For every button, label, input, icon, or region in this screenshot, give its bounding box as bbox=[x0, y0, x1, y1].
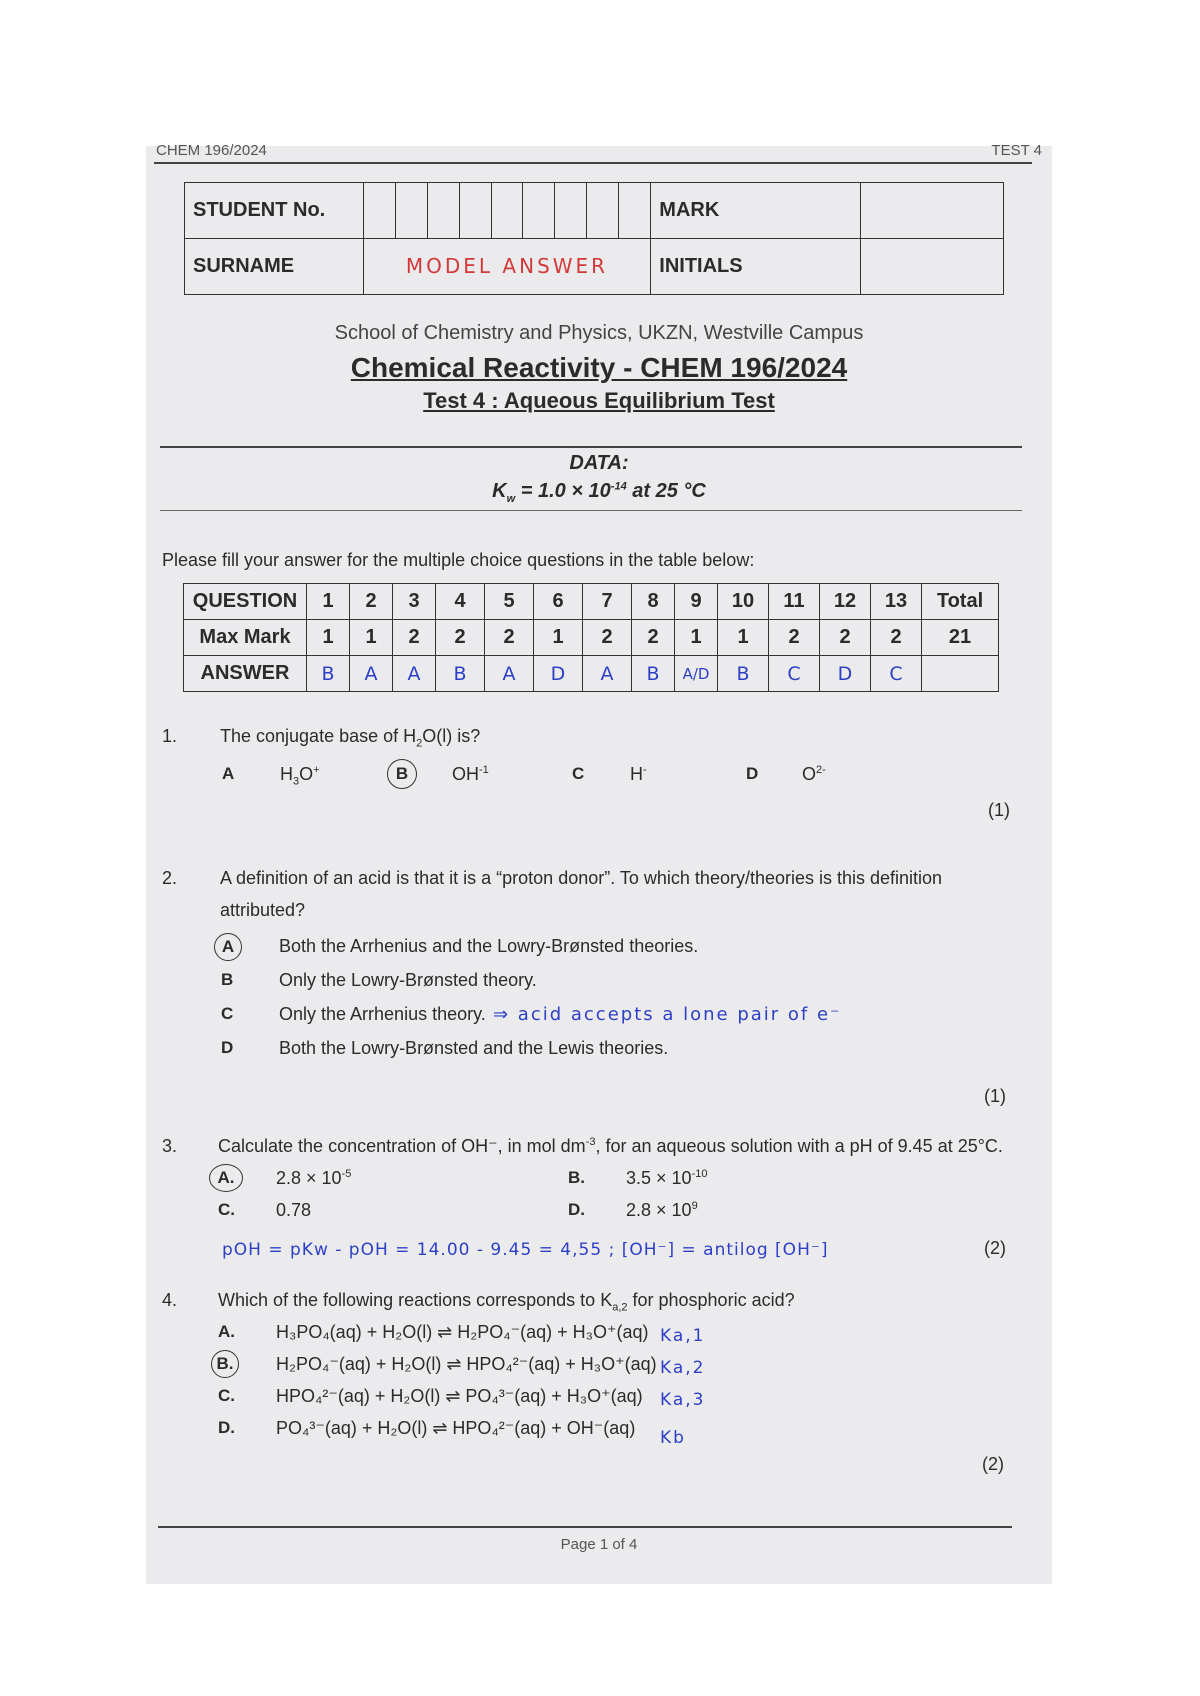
answer-table bbox=[183, 583, 999, 692]
exam-page bbox=[146, 142, 1052, 1584]
q4-option-a-text: H₃PO₄(aq) + H₂O(l) ⇌ H₂PO₄⁻(aq) + H₃O⁺(aq) bbox=[276, 1322, 649, 1342]
surname-value: MODEL ANSWER bbox=[405, 254, 609, 278]
q1-option-d-text: $O^{2-}$ bbox=[802, 764, 826, 784]
max-mark: 1 bbox=[534, 620, 583, 656]
answer-cell[interactable]: B bbox=[436, 656, 485, 692]
q4-option-b-note: Ka,2 bbox=[660, 1358, 706, 1378]
q1-option-d-letter[interactable]: D bbox=[746, 764, 759, 783]
header-test-label: TEST 4 bbox=[991, 142, 1042, 159]
answer-cell[interactable]: A bbox=[583, 656, 632, 692]
max-mark: 1 bbox=[350, 620, 393, 656]
answer-cell[interactable]: A bbox=[350, 656, 393, 692]
student-no-digit[interactable] bbox=[363, 183, 395, 239]
q1-mark: (1) bbox=[988, 800, 1010, 820]
maxmark-header: Max Mark bbox=[184, 620, 307, 656]
q3-number: 3. bbox=[162, 1136, 178, 1156]
mark-label: MARK bbox=[651, 183, 860, 239]
course-title: Chemical Reactivity - CHEM 196/2024 bbox=[350, 352, 848, 383]
mark-field[interactable] bbox=[860, 183, 1003, 239]
header-course-code: CHEM 196/2024 bbox=[156, 142, 267, 159]
answer-cell[interactable]: A/D bbox=[675, 656, 718, 692]
q3-option-d-text: $2.8 \times 10^9$ bbox=[626, 1200, 698, 1220]
q1-option-a-text: $H_3O^+$ bbox=[280, 764, 320, 788]
q3-option-a-letter[interactable]: A. bbox=[209, 1164, 243, 1192]
max-mark: 1 bbox=[307, 620, 350, 656]
q1-option-b-letter[interactable]: B bbox=[387, 759, 417, 789]
q4-option-c-text: HPO₄²⁻(aq) + H₂O(l) ⇌ PO₄³⁻(aq) + H₃O⁺(aq) bbox=[276, 1386, 643, 1406]
answer-cell[interactable]: B bbox=[632, 656, 675, 692]
max-mark: 1 bbox=[675, 620, 718, 656]
max-mark: 2 bbox=[583, 620, 632, 656]
max-mark: 2 bbox=[632, 620, 675, 656]
question-number: 5 bbox=[485, 584, 534, 620]
q1-option-c-text: H- bbox=[630, 764, 647, 784]
question-number: 13 bbox=[871, 584, 922, 620]
question-number: 10 bbox=[718, 584, 769, 620]
student-no-digit[interactable] bbox=[523, 183, 555, 239]
maxmark-row bbox=[184, 620, 999, 656]
student-no-digit[interactable] bbox=[619, 183, 651, 239]
answer-cell[interactable]: A bbox=[393, 656, 436, 692]
question-number: 9 bbox=[675, 584, 718, 620]
q2-option-d-letter[interactable]: D bbox=[221, 1038, 234, 1057]
max-mark: 2 bbox=[393, 620, 436, 656]
page-number: Page 1 of 4 bbox=[560, 1536, 638, 1553]
surname-label: SURNAME bbox=[185, 239, 364, 295]
q1-option-a-letter[interactable]: A bbox=[222, 764, 235, 783]
answer-header: ANSWER bbox=[184, 656, 307, 692]
question-number: 1 bbox=[307, 584, 350, 620]
student-no-digit[interactable] bbox=[395, 183, 427, 239]
question-number: 4 bbox=[436, 584, 485, 620]
q2-option-a-letter[interactable]: A bbox=[214, 933, 242, 961]
data-bottom-rule bbox=[160, 510, 1022, 511]
q3-option-b-letter[interactable]: B. bbox=[568, 1168, 585, 1187]
q3-option-a-text: $2.8 \times 10^{-5}$ bbox=[276, 1168, 352, 1188]
q4-option-b-text: H₂PO₄⁻(aq) + H₂O(l) ⇌ HPO₄²⁻(aq) + H₃O⁺(aq) bbox=[276, 1354, 657, 1374]
student-no-digit[interactable] bbox=[459, 183, 491, 239]
q3-option-d-letter[interactable]: D. bbox=[568, 1200, 585, 1219]
max-mark: 2 bbox=[769, 620, 820, 656]
total-header: Total bbox=[922, 584, 999, 620]
q2-text-line1: A definition of an acid is that it is a “proton donor”. To which theory/theories is this definition bbox=[220, 868, 943, 888]
q2-option-b-letter[interactable]: B bbox=[221, 970, 234, 989]
q3-mark: (2) bbox=[984, 1238, 1006, 1258]
q2-option-c-text: Only the Arrhenius theory. bbox=[279, 1004, 486, 1024]
initials-field[interactable] bbox=[860, 239, 1003, 295]
q2-option-a-text: Both the Arrhenius and the Lowry-Brønsted theories. bbox=[279, 936, 699, 956]
question-header: QUESTION bbox=[184, 584, 307, 620]
question-number: 12 bbox=[820, 584, 871, 620]
max-mark: 2 bbox=[485, 620, 534, 656]
student-no-digit[interactable] bbox=[427, 183, 459, 239]
total-max-mark: 21 bbox=[922, 620, 999, 656]
max-mark: 2 bbox=[820, 620, 871, 656]
question-number: 6 bbox=[534, 584, 583, 620]
answer-cell[interactable]: C bbox=[769, 656, 820, 692]
q3-option-c-letter[interactable]: C. bbox=[218, 1200, 235, 1219]
student-no-digit[interactable] bbox=[555, 183, 587, 239]
header-divider bbox=[154, 162, 1032, 164]
data-label: DATA: bbox=[569, 452, 629, 474]
test-title: Test 4 : Aqueous Equilibrium Test bbox=[423, 388, 775, 413]
answer-cell[interactable]: B bbox=[718, 656, 769, 692]
q3-option-b-text: $3.5 \times 10^{-10}$ bbox=[626, 1168, 708, 1188]
question-number: 7 bbox=[583, 584, 632, 620]
q4-option-b-letter[interactable]: B. bbox=[211, 1350, 239, 1378]
q3-option-c-text: 0.78 bbox=[276, 1200, 312, 1220]
question-number: 2 bbox=[350, 584, 393, 620]
q4-option-d-letter[interactable]: D. bbox=[218, 1418, 235, 1437]
answer-cell[interactable]: D bbox=[820, 656, 871, 692]
question-number: 3 bbox=[393, 584, 436, 620]
surname-field[interactable] bbox=[363, 239, 651, 295]
q4-text: Which of the following reactions corresponds to $K_{a,2}$ for phosphoric acid? bbox=[218, 1290, 795, 1314]
question-number: 8 bbox=[632, 584, 675, 620]
q2-number: 2. bbox=[162, 868, 178, 888]
q1-option-c-letter[interactable]: C bbox=[572, 764, 585, 783]
question-number: 11 bbox=[769, 584, 820, 620]
q4-mark: (2) bbox=[982, 1454, 1004, 1474]
q2-mark: (1) bbox=[984, 1086, 1006, 1106]
q4-option-a-letter[interactable]: A. bbox=[218, 1322, 235, 1341]
q4-option-a-note: Ka,1 bbox=[660, 1326, 706, 1346]
answer-cell[interactable]: A bbox=[485, 656, 534, 692]
q1-text: The conjugate base of $H_2O(l)$ is? bbox=[220, 726, 481, 750]
question-row bbox=[184, 584, 999, 620]
kw-equation: $K_w = 1.0 \times 10^{-14}$ at 25 °C bbox=[492, 480, 706, 505]
data-top-rule bbox=[160, 446, 1022, 448]
q1-number: 1. bbox=[162, 726, 178, 746]
student-info-box bbox=[184, 182, 1004, 295]
student-no-digit[interactable] bbox=[587, 183, 619, 239]
answer-cell[interactable]: D bbox=[534, 656, 583, 692]
max-mark: 1 bbox=[718, 620, 769, 656]
answer-row bbox=[184, 656, 999, 692]
answer-cell[interactable]: C bbox=[871, 656, 922, 692]
total-answer-cell[interactable] bbox=[922, 656, 999, 692]
initials-label: INITIALS bbox=[651, 239, 860, 295]
student-no-label: STUDENT No. bbox=[185, 183, 364, 239]
q3-text: Calculate the concentration of OH⁻, in mol $dm^{-3}$, for an aqueous solution with a pH of 9.45 at 25°C. bbox=[218, 1136, 1003, 1156]
q4-option-d-note: Kb bbox=[660, 1428, 686, 1448]
q2-option-b-text: Only the Lowry-Brønsted theory. bbox=[279, 970, 537, 990]
max-mark: 2 bbox=[436, 620, 485, 656]
q2-option-d-text: Both the Lowry-Brønsted and the Lewis theories. bbox=[279, 1038, 669, 1058]
q4-option-c-letter[interactable]: C. bbox=[218, 1386, 235, 1405]
footer-rule bbox=[158, 1526, 1012, 1528]
max-mark: 2 bbox=[871, 620, 922, 656]
q4-number: 4. bbox=[162, 1290, 178, 1310]
student-no-digit[interactable] bbox=[491, 183, 523, 239]
q4-option-d-text: PO₄³⁻(aq) + H₂O(l) ⇌ HPO₄²⁻(aq) + OH⁻(aq) bbox=[276, 1418, 636, 1438]
q3-handwritten-working: pOH = pKw - pOH = 14.00 - 9.45 = 4,55 ; [OH⁻] = antilog [OH⁻] bbox=[222, 1240, 829, 1260]
answer-cell[interactable]: B bbox=[307, 656, 350, 692]
q1-option-b-text: $OH^{-1}$ bbox=[452, 764, 489, 784]
instruction-text: Please fill your answer for the multiple choice questions in the table below: bbox=[162, 550, 755, 570]
school-title: School of Chemistry and Physics, UKZN, Westville Campus bbox=[334, 322, 864, 344]
q2-text-line2: attributed? bbox=[220, 900, 306, 920]
q2-option-c-letter[interactable]: C bbox=[221, 1004, 234, 1023]
q4-option-c-note: Ka,3 bbox=[660, 1390, 706, 1410]
q2-handwritten-note: ⇒ acid accepts a lone pair of e⁻ bbox=[493, 1004, 842, 1025]
